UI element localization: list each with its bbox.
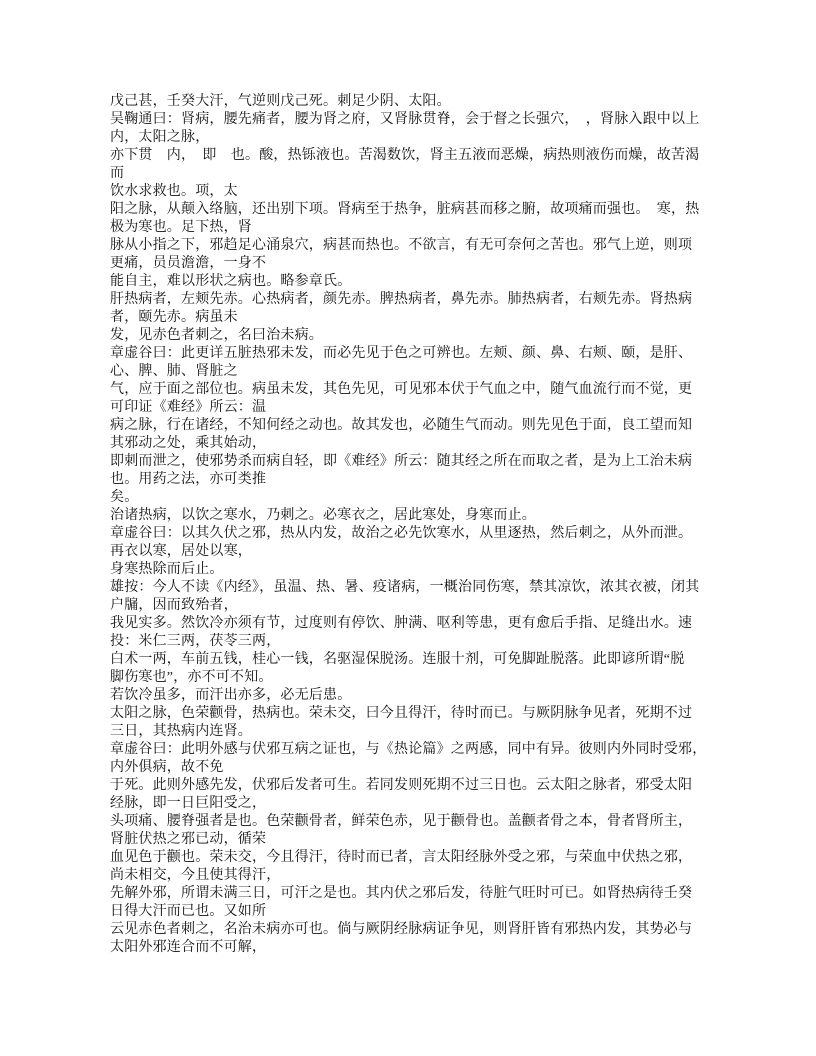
text-line: 户牖，因而致殆者， (110, 598, 238, 613)
text-line: 于死。此则外感先发，伏邪后发者可生。若同发则死期不过三日也。云太阳之脉者，邪受太阳 (110, 778, 693, 793)
text-line: 饮水求救也。项，太 (110, 184, 238, 199)
text-line: 尚未相交，今且使其得汗， (110, 868, 281, 883)
text-line: 治诸热病，以饮之寒水，乃刺之。必寒衣之，居此寒处，身寒而止。 (110, 508, 536, 523)
text-line: 气，应于面之部位也。病虽未发，其色先见，可见邪本伏于气血之中，随气血流行而不觉，更 (110, 382, 693, 397)
text-line: 章虚谷曰：此更详五脏热邪未发，而必先见于色之可辨也。左颊、颜、鼻、右颊、颐，是肝、 (110, 346, 693, 361)
text-line: 白术一两，车前五钱，桂心一钱，名驱湿保脱汤。连服十剂，可免脚趾脱落。此即谚所谓“脱 (110, 652, 685, 667)
text-line: 雄按：今人不读《内经》，虽温、热、暑、疫诸病，一概治同伤寒，禁其凉饮，浓其衣被，闭其 (110, 580, 700, 595)
text-line: 章虚谷曰：以其久伏之邪，热从内发，故治之必先饮寒水，从里逐热，然后刺之，从外而泄。 (110, 526, 693, 541)
text-line: 先解外邪，所谓未满三日，可汗之是也。其内伏之邪后发，待脏气旺时可已。如肾热病待壬癸 (110, 886, 693, 901)
text-line: 我见实多。然饮冷亦须有节，过度则有停饮、肿满、呕利等患，更有愈后手指、足缝出水。速 (110, 616, 693, 631)
text-line: 太阳之脉，色荣颧骨，热病也。荣未交，曰今且得汗，待时而已。与厥阴脉争见者，死期不过 (110, 706, 693, 721)
text-line: 即刺而泄之，使邪势杀而病自轻，即《难经》所云：随其经之所在而取之者，是为上工治未病 (110, 454, 693, 469)
text-line: 者，颐先赤。病虽未 (110, 310, 238, 325)
text-line: 极为寒也。足下热，肾 (110, 220, 252, 235)
text-line: 发，见赤色者刺之，名曰治未病。 (110, 328, 323, 343)
text-line: 其邪动之处，乘其始动， (110, 436, 267, 451)
text-line: 三日，其热病内连肾。 (110, 724, 252, 739)
text-line: 身寒热除而后止。 (110, 562, 224, 577)
text-line: 云见赤色者刺之，名治未病亦可也。倘与厥阴经脉病证争见，则肾肝皆有邪热内发，其势必与 (110, 922, 693, 937)
text-line: 血见色于颧也。荣未交，今且得汗，待时而已者，言太阳经脉外受之邪，与荣血中伏热之邪， (110, 850, 693, 865)
text-line: 经脉，即一日巨阳受之， (110, 796, 267, 811)
text-line: 戊己甚，壬癸大汗，气逆则戊己死。刺足少阴、太阳。 (110, 94, 451, 109)
text-line: 再衣以寒，居处以寒， (110, 544, 252, 559)
text-line: 投：米仁三两，茯苓三两， (110, 634, 281, 649)
text-line: 阳之脉，从颠入络脑，还出别下项。肾病至于热争，脏病甚而移之腑，故项痛而强也。 寒，热 (110, 202, 700, 217)
text-line: 日得大汗而已也。又如所 (110, 904, 267, 919)
text-line: 吴鞠通曰：肾病，腰先痛者，腰为肾之府，又肾脉贯脊，会于督之长强穴， ，肾脉入跟中以上 (110, 112, 700, 127)
text-line: 也。用药之法，亦可类推 (110, 472, 267, 487)
text-line: 肝热病者，左颊先赤。心热病者，颜先赤。脾热病者，鼻先赤。肺热病者，右颊先赤。肾热病 (110, 292, 693, 307)
text-line: 章虚谷曰：此明外感与伏邪互病之证也，与《热论篇》之两感，同中有异。彼则内外同时受邪， (110, 742, 707, 757)
text-line: 脚伤寒也”，亦不可不知。 (110, 670, 273, 685)
text-line: 太阳外邪连合而不可解， (110, 940, 267, 955)
text-line: 可印证《难经》所云：温 (110, 400, 267, 415)
text-line: 头项痛、腰脊强者是也。色荣颧骨者，鲜荣色赤，见于颧骨也。盖颧者骨之本，骨者肾所主， (110, 814, 693, 829)
text-line: 亦下贯 内， 即 也。酸，热铄液也。苦渴数饮，肾主五液而恶燥，病热则液伤而燥，故苦渴而 (110, 148, 700, 181)
text-line: 能自主，难以形状之病也。略参章氏。 (110, 274, 352, 289)
text-line: 心、脾、肺、肾脏之 (110, 364, 238, 379)
document-text-block (110, 93, 710, 957)
text-line: 脉从小指之下，邪趋足心涌泉穴，病甚而热也。不欲言，有无可奈何之苦也。邪气上逆，则项 (110, 238, 693, 253)
text-line: 病之脉，行在诸经，不知何经之动也。故其发也，必随生气而动。则先见色于面，良工望而知 (110, 418, 693, 433)
text-line: 内，太阳之脉， (110, 130, 210, 145)
text-line: 矣。 (110, 490, 139, 505)
text-line: 若饮冷虽多，而汗出亦多，必无后患。 (110, 688, 352, 703)
text-line: 肾脏伏热之邪已动，循荣 (110, 832, 267, 847)
text-line: 内外俱病，故不免 (110, 760, 224, 775)
text-line: 更痛，员员澹澹，一身不 (110, 256, 267, 271)
